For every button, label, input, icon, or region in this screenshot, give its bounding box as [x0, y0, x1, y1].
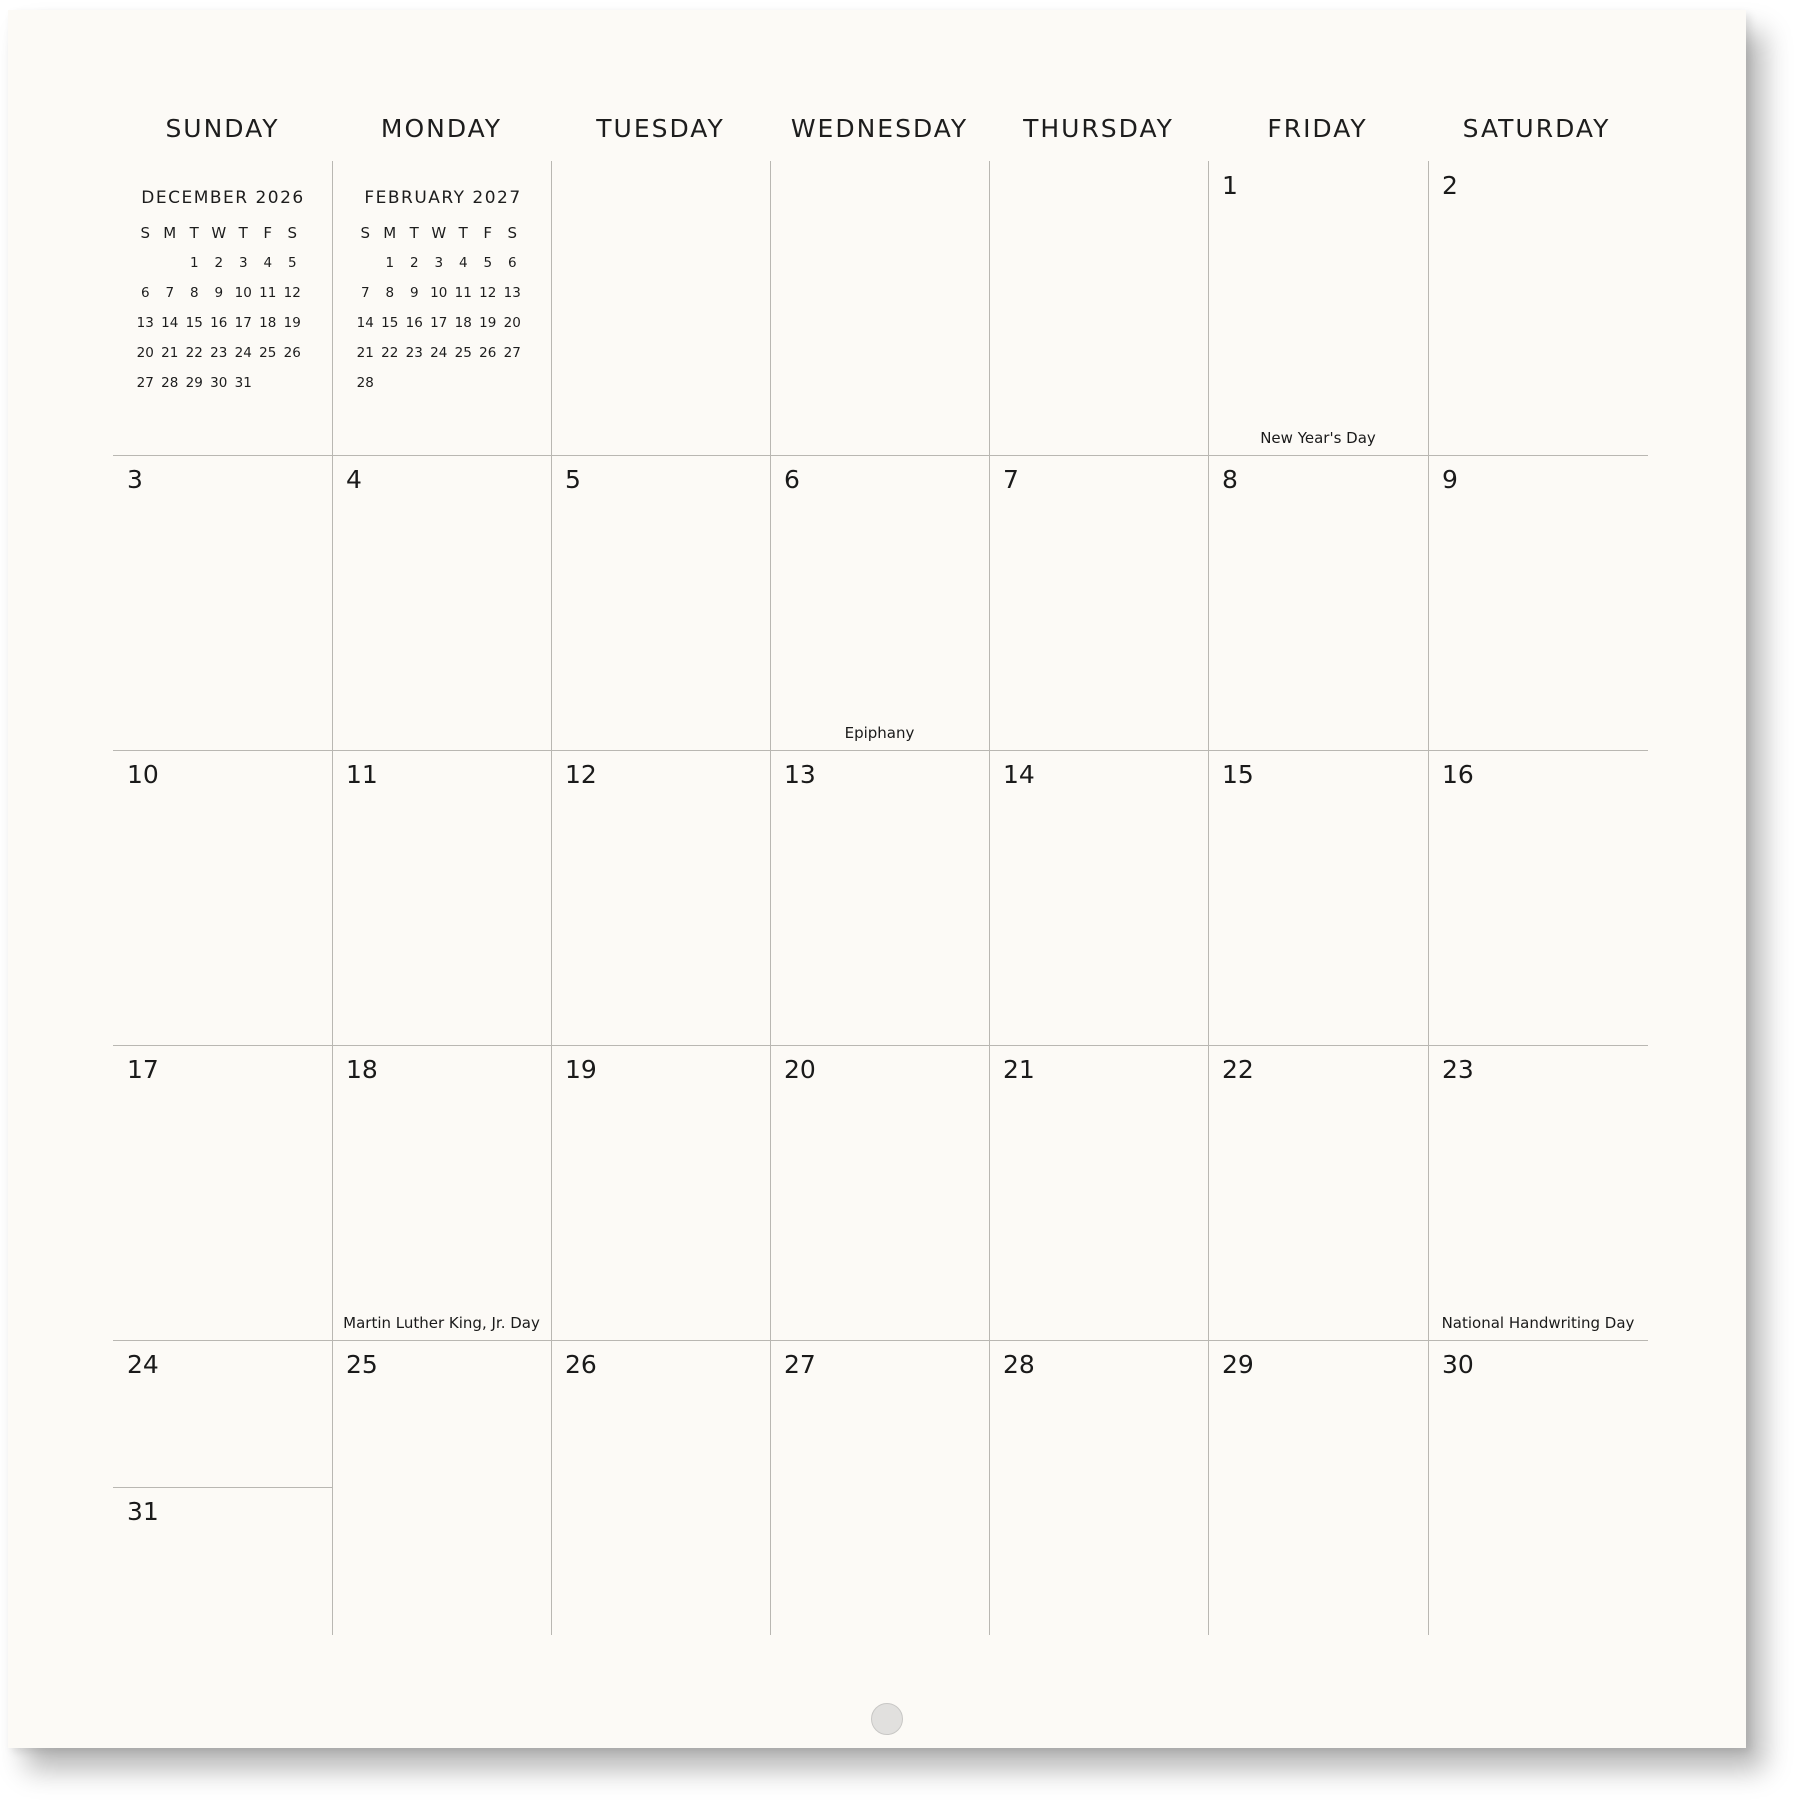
weekday-header-wednesday: WEDNESDAY [790, 114, 969, 143]
date-number: 2 [1442, 171, 1458, 200]
mini-calendar-day-initial: F [263, 224, 273, 242]
mini-calendar-date: 24 [234, 345, 252, 361]
day-cell[interactable] [1428, 750, 1648, 1045]
mini-calendar-date: 14 [356, 315, 374, 331]
mini-calendar-date: 18 [259, 315, 277, 331]
mini-calendar-date: 27 [136, 375, 154, 391]
day-cell[interactable] [551, 455, 770, 750]
date-number: 11 [346, 760, 378, 789]
weekday-header-saturday: SATURDAY [1462, 114, 1611, 143]
mini-calendar-date [158, 248, 183, 278]
day-cell[interactable] [1428, 161, 1648, 455]
day-cell[interactable] [1428, 455, 1648, 750]
mini-calendar-date: 22 [381, 345, 399, 361]
date-number: 31 [127, 1497, 159, 1526]
date-number: 5 [565, 465, 581, 494]
date-number: 20 [784, 1055, 816, 1084]
mini-calendar-date: 1 [385, 255, 395, 271]
mini-calendar-day-initial: W [211, 224, 227, 242]
date-number: 24 [127, 1350, 159, 1379]
day-cell[interactable] [551, 1340, 770, 1635]
mini-calendar-date [500, 368, 525, 398]
mini-calendar-date: 15 [381, 315, 399, 331]
day-cell[interactable] [1208, 455, 1428, 750]
mini-calendar-date: 8 [189, 285, 199, 301]
date-number: 26 [565, 1350, 597, 1379]
mini-calendar-date: 29 [185, 375, 203, 391]
mini-calendar-day-initial: T [409, 224, 419, 242]
mini-calendar-date: 5 [287, 255, 297, 271]
mini-calendar-date: 6 [507, 255, 517, 271]
mini-calendar-date: 1 [189, 255, 199, 271]
mini-calendar-date: 21 [161, 345, 179, 361]
mini-calendar-date [451, 368, 476, 398]
mini-calendar-date: 28 [356, 375, 374, 391]
date-number: 15 [1222, 760, 1254, 789]
mini-calendar-date: 10 [234, 285, 252, 301]
mini-calendar-date [476, 368, 501, 398]
mini-calendar-date [353, 248, 378, 278]
mini-calendar-title: DECEMBER 2026 [141, 188, 305, 208]
mini-calendar-date: 18 [454, 315, 472, 331]
mini-calendar-day-initial: M [383, 224, 397, 242]
day-cell[interactable] [1208, 161, 1428, 455]
date-number: 7 [1003, 465, 1019, 494]
mini-calendar-date: 12 [283, 285, 301, 301]
mini-calendar-date [256, 368, 281, 398]
date-number: 21 [1003, 1055, 1035, 1084]
day-cell[interactable] [989, 455, 1208, 750]
mini-calendar-date [133, 248, 158, 278]
weekday-header-thursday: THURSDAY [1023, 114, 1174, 143]
date-number: 19 [565, 1055, 597, 1084]
date-number: 3 [127, 465, 143, 494]
mini-calendar-date: 28 [161, 375, 179, 391]
mini-calendar-grid [353, 218, 525, 398]
mini-calendar-date: 22 [185, 345, 203, 361]
weekday-header-sunday: SUNDAY [165, 114, 280, 143]
day-cell[interactable] [770, 455, 989, 750]
day-cell[interactable] [1208, 750, 1428, 1045]
mini-calendar-date: 10 [430, 285, 448, 301]
day-cell[interactable] [989, 750, 1208, 1045]
day-cell[interactable] [1428, 1045, 1648, 1340]
date-number: 30 [1442, 1350, 1474, 1379]
day-cell[interactable] [113, 455, 332, 750]
mini-calendar-date: 14 [161, 315, 179, 331]
weekday-header-friday: FRIDAY [1267, 114, 1368, 143]
date-number: 6 [784, 465, 800, 494]
mini-calendar-date: 25 [259, 345, 277, 361]
mini-calendar-date [427, 368, 452, 398]
holiday-label: National Handwriting Day [1441, 1314, 1635, 1332]
mini-calendar-day-initial: S [287, 224, 298, 242]
day-cell[interactable] [113, 1340, 332, 1487]
mini-calendar-date: 13 [136, 315, 154, 331]
date-number: 23 [1442, 1055, 1474, 1084]
mini-calendar-date: 20 [503, 315, 521, 331]
mini-calendar-date: 24 [430, 345, 448, 361]
day-cell[interactable] [989, 1045, 1208, 1340]
day-cell[interactable] [113, 1487, 332, 1635]
mini-calendar-date: 2 [214, 255, 224, 271]
mini-calendar-date: 15 [185, 315, 203, 331]
day-cell[interactable] [113, 750, 332, 1045]
date-number: 4 [346, 465, 362, 494]
mini-calendar-day-initial: F [483, 224, 493, 242]
day-cell[interactable] [1208, 1045, 1428, 1340]
mini-calendar-date: 7 [360, 285, 370, 301]
weekday-header-monday: MONDAY [380, 114, 503, 143]
mini-calendar-day-initial: W [431, 224, 447, 242]
date-number: 28 [1003, 1350, 1035, 1379]
weekday-header-tuesday: TUESDAY [596, 114, 725, 143]
mini-calendar-date: 12 [479, 285, 497, 301]
day-cell[interactable] [1428, 1340, 1648, 1635]
mini-calendar-day-initial: T [189, 224, 199, 242]
date-number: 14 [1003, 760, 1035, 789]
date-number: 29 [1222, 1350, 1254, 1379]
mini-calendar-date: 26 [479, 345, 497, 361]
calendar-page [8, 10, 1746, 1748]
mini-calendar-date: 5 [483, 255, 493, 271]
day-cell[interactable] [332, 1045, 551, 1340]
day-cell[interactable] [770, 1045, 989, 1340]
date-number: 16 [1442, 760, 1474, 789]
holiday-label: New Year's Day [1260, 429, 1376, 447]
mini-calendar-date: 23 [210, 345, 228, 361]
mini-calendar-date: 13 [503, 285, 521, 301]
day-cell[interactable] [989, 1340, 1208, 1635]
mini-calendar-date: 21 [356, 345, 374, 361]
day-cell[interactable] [551, 1045, 770, 1340]
mini-calendar-date [280, 368, 305, 398]
mini-calendar-date: 7 [165, 285, 175, 301]
date-number: 9 [1442, 465, 1458, 494]
date-number: 22 [1222, 1055, 1254, 1084]
mini-calendar-date: 16 [210, 315, 228, 331]
mini-calendar-date: 4 [458, 255, 468, 271]
date-number: 17 [127, 1055, 159, 1084]
day-cell[interactable] [332, 750, 551, 1045]
date-number: 8 [1222, 465, 1238, 494]
mini-calendar-date: 8 [385, 285, 395, 301]
day-cell[interactable] [770, 1340, 989, 1635]
day-cell[interactable] [332, 1340, 551, 1635]
mini-calendar-date: 17 [430, 315, 448, 331]
mini-calendar-date: 31 [234, 375, 252, 391]
mini-calendar-date: 26 [283, 345, 301, 361]
mini-calendar-date: 11 [259, 285, 277, 301]
mini-calendar-title: FEBRUARY 2027 [364, 188, 522, 208]
mini-calendar-grid [133, 218, 305, 398]
mini-calendar-date: 9 [214, 285, 224, 301]
mini-calendar-date: 9 [409, 285, 419, 301]
day-cell[interactable] [770, 750, 989, 1045]
day-cell[interactable] [113, 1045, 332, 1340]
holiday-label: Epiphany [844, 724, 915, 742]
mini-calendar-date: 30 [210, 375, 228, 391]
mini-calendar-date: 19 [283, 315, 301, 331]
mini-calendar-date: 3 [434, 255, 444, 271]
holiday-label: Martin Luther King, Jr. Day [343, 1314, 540, 1332]
hanging-hole [871, 1703, 903, 1735]
mini-calendar-date [378, 368, 403, 398]
day-cell[interactable] [1208, 1340, 1428, 1635]
mini-calendar-date: 20 [136, 345, 154, 361]
date-number: 10 [127, 760, 159, 789]
date-number: 1 [1222, 171, 1238, 200]
mini-calendar-date: 25 [454, 345, 472, 361]
mini-calendar-day-initial: T [238, 224, 248, 242]
date-number: 25 [346, 1350, 378, 1379]
day-cell[interactable] [332, 455, 551, 750]
mini-calendar-day-initial: S [507, 224, 518, 242]
mini-calendar-date: 11 [454, 285, 472, 301]
date-number: 12 [565, 760, 597, 789]
mini-calendar-date: 17 [234, 315, 252, 331]
mini-calendar-date: 19 [479, 315, 497, 331]
mini-calendar-date: 16 [405, 315, 423, 331]
day-cell[interactable] [551, 750, 770, 1045]
mini-calendar-date: 6 [140, 285, 150, 301]
mini-calendar-date: 4 [263, 255, 273, 271]
mini-calendar-day-initial: T [458, 224, 468, 242]
mini-calendar-day-initial: M [163, 224, 177, 242]
date-number: 27 [784, 1350, 816, 1379]
mini-calendar-date: 27 [503, 345, 521, 361]
mini-calendar-date: 2 [409, 255, 419, 271]
mini-calendar-date [402, 368, 427, 398]
mini-calendar-day-initial: S [360, 224, 371, 242]
date-number: 13 [784, 760, 816, 789]
mini-calendar-date: 23 [405, 345, 423, 361]
mini-calendar-date: 3 [238, 255, 248, 271]
date-number: 18 [346, 1055, 378, 1084]
mini-calendar-day-initial: S [140, 224, 151, 242]
